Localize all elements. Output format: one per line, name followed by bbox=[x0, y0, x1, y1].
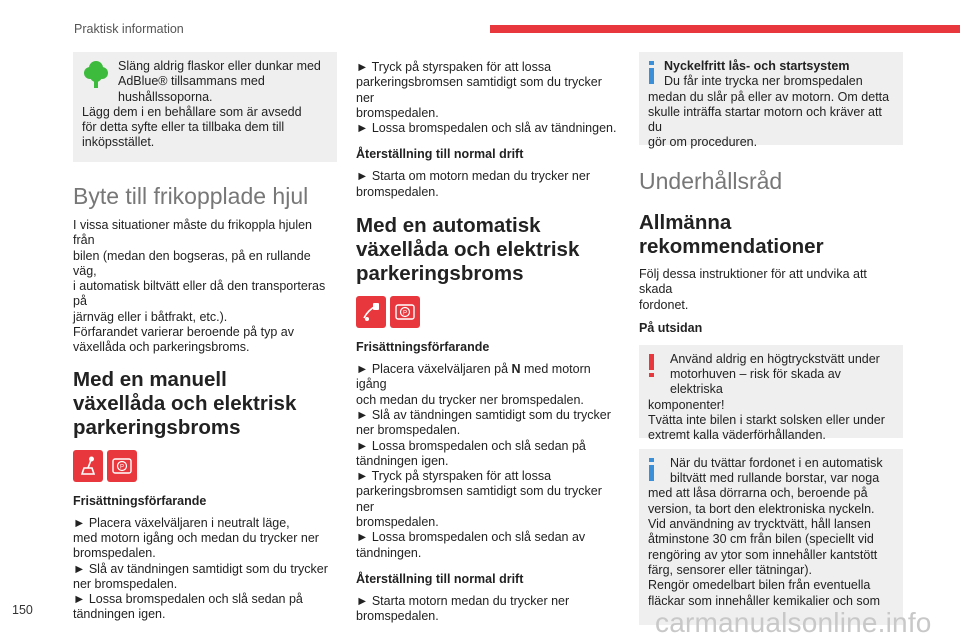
parking-brake-icon bbox=[390, 296, 420, 328]
gear-position-n: N bbox=[511, 362, 521, 377]
section-heading: Byte till frikopplade hjul bbox=[73, 183, 309, 209]
procedure-steps bbox=[73, 516, 337, 623]
restore-steps bbox=[356, 594, 620, 625]
step-line: tändningen. bbox=[356, 545, 422, 560]
text-line: växellåda och parkeringsbroms. bbox=[73, 340, 250, 355]
parking-brake-icon bbox=[107, 450, 137, 482]
step-line: ► Lossa bromspedalen och slå sedan på bbox=[73, 592, 303, 607]
restore-title: Återställning till normal drift bbox=[356, 571, 524, 586]
step-line: bromspedalen. bbox=[356, 105, 439, 120]
step-line: parkeringsbromsen samtidigt som du trycker ner bbox=[356, 484, 602, 514]
box-line: Vid användning av trycktvätt, håll lansen bbox=[648, 517, 871, 532]
column-1 bbox=[73, 52, 337, 623]
warning-icon bbox=[648, 354, 656, 382]
step-line: ► Lossa bromspedalen och slå sedan av bbox=[356, 530, 586, 545]
step-line: bromspedalen. bbox=[356, 609, 439, 624]
box-line: fläckar som innehåller kemikalier och som bbox=[648, 593, 881, 608]
washing-info-box bbox=[639, 449, 903, 625]
box-line: biltvätt med rullande borstar, var noga bbox=[670, 471, 880, 486]
box-line: version, ta bort den elektroniska nyckeln. bbox=[648, 501, 875, 516]
step-line: ► Lossa bromspedalen och slå av tändningen. bbox=[356, 121, 617, 136]
step-line: tändningen igen. bbox=[73, 607, 166, 622]
header-accent-bar bbox=[490, 25, 960, 33]
box-line: komponenter! bbox=[648, 397, 725, 412]
box-line: Tvätta inte bilen i starkt solsken eller under bbox=[648, 413, 885, 428]
text-line: fordonet. bbox=[639, 297, 689, 312]
subheading-line: parkeringsbroms bbox=[73, 415, 241, 439]
subheading-line: växellåda och elektrisk bbox=[73, 391, 297, 415]
text-line: järnväg eller i båtfrakt, etc.). bbox=[73, 309, 228, 324]
eco-note-line: hushållssoporna. bbox=[118, 89, 213, 104]
icon-row bbox=[73, 450, 337, 482]
eco-note-line: för detta syfte eller ta tillbaka dem till bbox=[82, 120, 285, 135]
step-line: ner bromspedalen. bbox=[73, 576, 178, 591]
subheading-line: Med en automatisk bbox=[356, 214, 541, 238]
text-line: bilen (medan den bogseras, på en rullande väg, bbox=[73, 248, 311, 278]
box-line: skulle inträffa startar motorn och kräver att du bbox=[648, 104, 882, 135]
step-line: ► Slå av tändningen samtidigt som du trycker bbox=[356, 407, 611, 422]
subheading bbox=[356, 214, 620, 286]
subheading bbox=[73, 368, 337, 440]
step-line: ► Tryck på styrspaken för att lossa bbox=[356, 60, 552, 74]
box-line: med att låsa dörrarna och, beroende på bbox=[648, 486, 868, 501]
page-number: 150 bbox=[12, 603, 33, 617]
step-text: ► Placera växelväljaren på bbox=[356, 362, 512, 377]
text-line: i automatisk biltvätt eller då den transporteras på bbox=[73, 279, 326, 309]
eco-note-box bbox=[73, 52, 337, 162]
step-line: ► Tryck på styrspaken för att lossa bbox=[356, 469, 552, 484]
step-line: med motorn igång och medan du trycker ner bbox=[73, 530, 319, 545]
subheading-line: Allmänna bbox=[639, 211, 732, 234]
text-line: I vissa situationer måste du frikoppla hjulen från bbox=[73, 218, 313, 248]
step-line: parkeringsbromsen samtidigt som du trycker ner bbox=[356, 75, 602, 105]
subheading-line: parkeringsbroms bbox=[356, 262, 524, 286]
subheading bbox=[639, 211, 903, 259]
box-line: När du tvättar fordonet i en automatisk bbox=[670, 455, 883, 470]
box-line: färg, sensorer eller tätningar). bbox=[648, 562, 812, 577]
subheading-line: rekommendationer bbox=[639, 235, 824, 258]
svg-text:P: P bbox=[402, 310, 408, 317]
box-line: Rengör omedelbart bilen från eventuella bbox=[648, 578, 871, 593]
step-line: bromspedalen. bbox=[73, 546, 156, 561]
subheading-line: Med en manuell bbox=[73, 367, 227, 391]
restore-steps bbox=[356, 169, 620, 200]
outside-title: På utsidan bbox=[639, 320, 703, 335]
svg-text:P: P bbox=[119, 464, 125, 471]
step-line: ► Starta motorn medan du trycker ner bbox=[356, 593, 570, 608]
column-2 bbox=[356, 60, 620, 625]
tree-icon bbox=[82, 59, 110, 93]
box-line: gör om proceduren. bbox=[648, 135, 758, 150]
step-line: och medan du trycker ner bromspedalen. bbox=[356, 392, 584, 407]
box-line: motorhuven – risk för skada av elektriska bbox=[670, 367, 841, 397]
column-3 bbox=[639, 52, 903, 625]
eco-note-line: AdBlue® tillsammans med bbox=[118, 74, 265, 89]
restore-title: Återställning till normal drift bbox=[356, 147, 524, 162]
step-line: ► Lossa bromspedalen och slå sedan på bbox=[356, 438, 586, 453]
section-heading: Underhållsråd bbox=[639, 168, 783, 194]
eco-note-line: inköpsstället. bbox=[82, 135, 155, 150]
keyless-info-box bbox=[639, 52, 903, 150]
step-line: ► Slå av tändningen samtidigt som du trycker bbox=[73, 561, 328, 576]
step-line bbox=[356, 362, 620, 393]
warning-box bbox=[639, 345, 903, 443]
box-line: åtminstone 30 cm från bilen (speciellt vid bbox=[648, 532, 874, 547]
box-title bbox=[648, 59, 894, 74]
text-line: Förfarandet varierar beroende på typ av bbox=[73, 325, 294, 340]
procedure-title: Frisättningsförfarande bbox=[73, 493, 207, 508]
info-icon bbox=[648, 61, 656, 89]
watermark: carmanualsonline.info bbox=[655, 607, 932, 638]
step-line: tändningen igen. bbox=[356, 453, 449, 468]
icon-row bbox=[356, 296, 620, 328]
step-line: ner bromspedalen. bbox=[356, 423, 461, 438]
gearshift-icon bbox=[73, 450, 103, 482]
brake-pedal-icon bbox=[356, 296, 386, 328]
box-title-text: Nyckelfritt lås- och startsystem bbox=[664, 59, 850, 73]
subheading-line: växellåda och elektrisk bbox=[356, 238, 580, 262]
step-line: bromspedalen. bbox=[356, 515, 439, 530]
box-line: rengöring av ytor som innehåller kantstött bbox=[648, 547, 878, 562]
section-title: Praktisk information bbox=[74, 22, 184, 36]
box-line: extremt kalla väderförhållanden. bbox=[648, 428, 826, 443]
step-text: med motorn igång bbox=[356, 362, 591, 392]
intro-paragraph bbox=[639, 267, 903, 313]
step-line: bromspedalen. bbox=[356, 184, 439, 199]
info-icon bbox=[648, 458, 656, 486]
text-line: Följ dessa instruktioner för att undvika att skada bbox=[639, 267, 867, 297]
step-line: ► Placera växelväljaren i neutralt läge, bbox=[73, 515, 290, 530]
eco-note-line: Släng aldrig flaskor eller dunkar med bbox=[118, 59, 321, 73]
box-line: Använd aldrig en högtryckstvätt under bbox=[670, 351, 880, 366]
box-line: Du får inte trycka ner bromspedalen bbox=[664, 74, 863, 89]
eco-note-line: Lägg dem i en behållare som är avsedd bbox=[82, 104, 302, 119]
procedure-title: Frisättningsförfarande bbox=[356, 340, 490, 355]
procedure-steps bbox=[356, 362, 620, 561]
box-line: medan du slår på eller av motorn. Om detta bbox=[648, 89, 890, 104]
intro-paragraph bbox=[73, 218, 337, 356]
step-line: ► Starta om motorn medan du trycker ner bbox=[356, 169, 590, 184]
